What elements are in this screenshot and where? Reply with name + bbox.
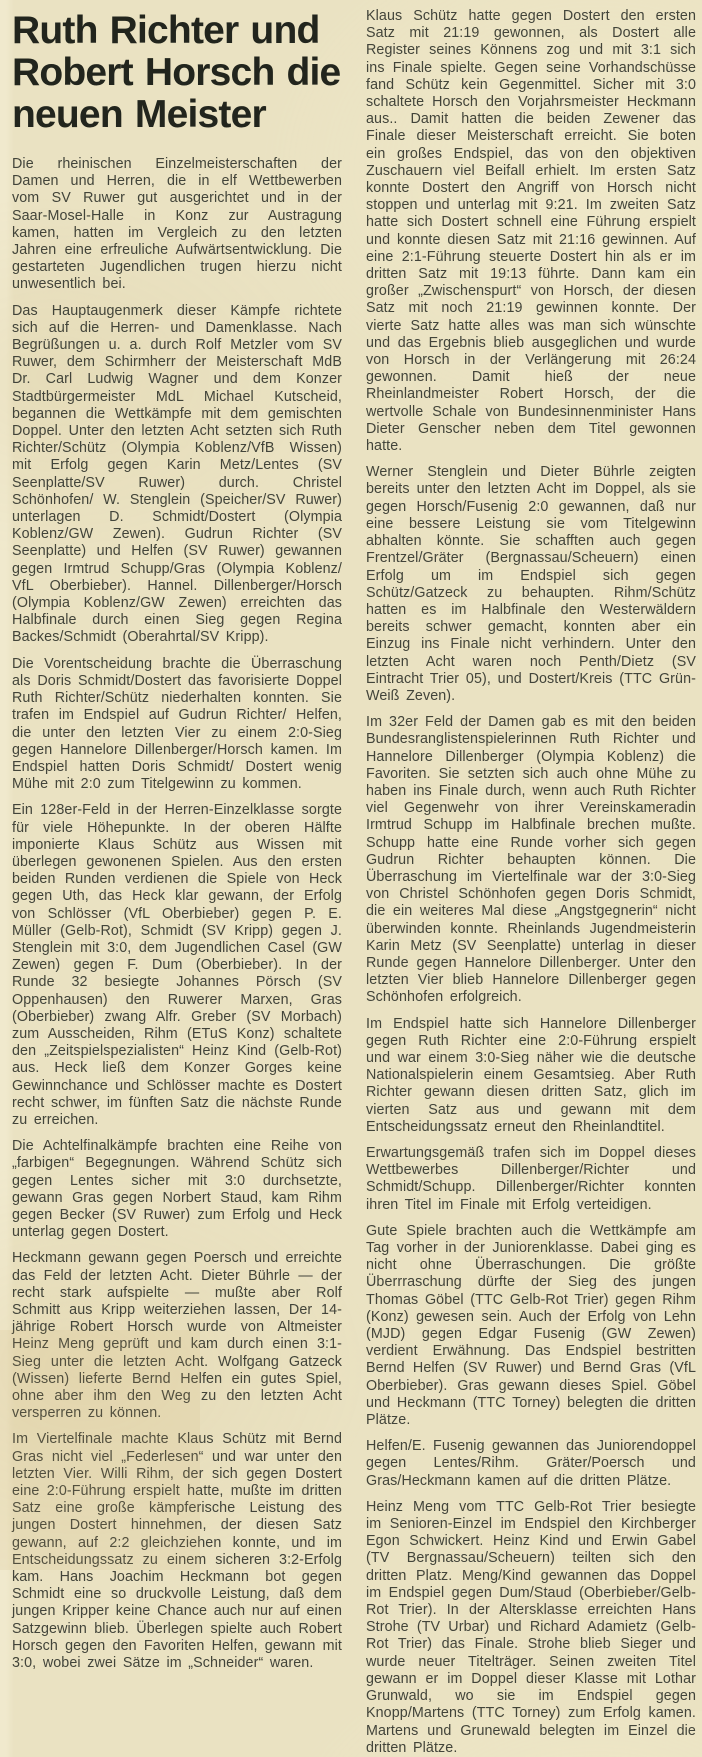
left-column xyxy=(12,8,342,1701)
paragraph: Werner Stenglein und Dieter Bührle zeigten bereits unter den letzten Acht im Doppel, als sie gegen Horsch/Fusenig 2:0 gewannen, daß nur eine bessere Leistung sie vom Titelgewinn abhalten könnte. Sie schafften auch gegen Frentzel/Gräter (Bergnassau/Scheuern) einen Erfolg um im Endspiel sich gegen Schütz/Gatzeck zu behaupten. Rihm/Schütz hatten es im Halbfinale den Westerwäldern bereits schwer gemacht, konnten aber ein Einzug ins Finale nicht verhindern. Unter den letzten Acht waren noch Penth/Dietz (SV Eintracht Trier 05), und Dostert/Kreis (TTC Grün-Weiß Zeven). xyxy=(366,464,696,704)
right-column xyxy=(366,8,696,1756)
paragraph: Im 32er Feld der Damen gab es mit den beiden Bundesranglistenspielerinnen Ruth Richter und Hannelore Dillenberger (Olympia Koblenz) die Favoriten. Sie setzten sich auch ohne Mühe zu haben ins Finale durch, wenn auch Ruth Richter viel Gegenwehr von ihrer Vereinskameradin Irmtrud Schupp im Halbfinale brechen mußte. Schupp hatte eine Runde vorher sich gegen Gudrun Richter behaupten können. Die Überraschung im Viertelfinale war der 3:0-Sieg von Christel Schönhofen gegen Doris Schmidt, die ein weiteres Mal diese „Angstgegnerin“ nicht überwinden konnte. Rheinlands Jugendmeisterin Karin Metz (SV Seenplatte) unterlag in dieser Runde gegen Hannelore Dillenberger. Unter den letzten Vier blieb Hannelore Dillenberger gegen Schönhofen erfolgreich. xyxy=(366,714,696,1006)
paragraph: Die Vorentscheidung brachte die Überraschung als Doris Schmidt/Dostert das favorisierte Doppel Ruth Richter/Schütz niederhalten konnten. Sie trafen im Endspiel auf Gudrun Richter/ Helfen, die unter den letzten Vier zu einem 2:0-Sieg gegen Hannelore Dillenberger/Horsch kamen. Im Endspiel hatten Doris Schmidt/ Dostert wenig Mühe mit 2:0 zum Titelgewinn zu kommen. xyxy=(12,655,342,793)
article-headline xyxy=(12,10,342,136)
paragraph: Die Achtelfinalkämpfe brachten eine Reihe von „farbigen“ Begegnungen. Während Schütz sich gegen Lentes sicher mit 3:0 durchsetzte, gewann Gras gegen Norbert Staud, kam Rihm gegen Becker (SV Ruwer) zum Erfolg und Heck unterlag gegen Dostert. xyxy=(12,1138,342,1241)
paragraph: Gute Spiele brachten auch die Wettkämpfe am Tag vorher in der Juniorenklasse. Dabei ging es nicht ohne Überraschungen. Die größte Überrraschung dürfte der Sieg des jungen Thomas Göbel (TTC Gelb-Rot Trier) gegen Rihm (Konz) gewesen sein. Auch der Erfolg von Lehn (MJD) gegen Edgar Fusenig (GW Zewen) verdient Erwähnung. Das Endspiel bestritten Bernd Helfen (SV Ruwer) und Bernd Gras (VfL Oberbieber). Gras gewann dieses Spiel. Göbel und Heckmann (TTC Torney) belegten die dritten Plätze. xyxy=(366,1222,696,1429)
paragraph: Ein 128er-Feld in der Herren-Einzelklasse sorgte für viele Höhepunkte. In der oberen Hälfte imponierte Klaus Schütz aus Wissen mit überlegen gewonenen Spielen. Aus den ersten beiden Runden verdienen die Spiele von Heck gegen Uth, das Heck klar gewann, der Erfolg von Schlösser (VfL Oberbieber) gegen P. E. Müller (Gelb-Rot), Schmidt (SV Kripp) gegen J. Stenglein mit 3:0, dem Jugendlichen Casel (GW Zewen) gegen F. Dum (Oberbieber). In der Runde 32 besiegte Johannes Pörsch (SV Oppenhausen) den Ruwerer Marxen, Gras (Oberbieber) zwang Alfr. Greber (SV Morbach) zum Ausscheiden, Rihm (ETuS Konz) schaltete den „Zeitspielspezialisten“ Heinz Kind (Gelb-Rot) aus. Heck ließ dem Konzer Gorges keine Gewinnchance und Schlösser machte es Dostert recht schwer, im fünften Satz die nächste Runde zu erreichen. xyxy=(12,802,342,1128)
lead-paragraph: Die rheinischen Einzelmeisterschaften der Damen und Herren, die in elf Wettbewerben vom SV Ruwer gut ausgerichtet und in der Saar-Mosel-Halle in Konz zur Austragung kamen, hatten im Vergleich zu den letzten Jahren eine erfreuliche Aufwärtsentwicklung. Die gestarteten Jugendlichen trugen hierzu nicht unwesentlich bei. xyxy=(12,156,342,293)
headline-line-3: neuen Meister xyxy=(12,93,266,136)
paragraph: Klaus Schütz hatte gegen Dostert den ersten Satz mit 21:19 gewonnen, als Dostert alle Register seines Könnens zog und mit 3:1 sich ins Finale spielte. Gegen seine Vorhandschüsse fand Schütz kein Gegenmittel. Sicher mit 3:0 schaltete Horsch den Vorjahrsmeister Heckmann aus.. Damit hatten die beiden Zewener das Finale dieser Meisterschaft erreicht. Sie boten ein großes Endspiel, das von den objektiven Zuschauern viel Beifall erhielt. Im ersten Satz konnte Dostert den Angriff von Horsch nicht stoppen und unterlag mit 9:21. Im zweiten Satz hatte sich Dostert schnell eine Führung erspielt und konnte diesen Satz mit 21:16 gewinnen. Auf eine 2:1-Führung steuerte Dostert hin als er im dritten Satz mit 19:13 führte. Dann kam ein großer „Zwischenspurt“ von Horsch, der diesen Satz mit noch 21:19 gewinnen konnte. Der vierte Satz hatte alles was man sich wünschte und das Ergebnis blieb ausgeglichen und wurde von Horsch in der Verlängerung mit 26:24 gewonnen. Damit hieß der neue Rheinlandmeister Robert Horsch, der die wertvolle Schale von Bundesinnenminister Hans Dieter Genscher neben dem Titel gewonnen hatte. xyxy=(366,8,696,455)
paragraph: Im Endspiel hatte sich Hannelore Dillenberger gegen Ruth Richter eine 2:0-Führung erspielt und war einem 3:0-Sieg näher wie die deutsche Nationalspielerin einem Gesamtsieg. Aber Ruth Richter gewann diesen dritten Satz, glich im vierten Satz aus und gewann mit dem Entscheidungssatz erneut den Rheinlandtitel. xyxy=(366,1015,696,1135)
paragraph: Heinz Meng vom TTC Gelb-Rot Trier besiegte im Senioren-Einzel im Endspiel den Kirchberger Egon Schwickert. Heinz Kind und Erwin Gabel (TV Bergnassau/Scheuern) teilten sich den dritten Platz. Meng/Kind gewannen das Doppel im Endspiel gegen Dum/Staud (Oberbieber/Gelb-Rot Trier). In der Altersklasse erreichten Hans Strohe (TV Urbar) und Richard Adamietz (Gelb-Rot Trier) das Finale. Strohe blieb Sieger und wurde neuer Titelträger. Seinen zweiten Titel gewann er im Doppel dieser Klasse mit Lothar Grunwald, wo sie im Endspiel gegen Knopp/Martens (TTC Torney) zum Erfolg kamen. Martens und Grunewald belegten im Einzel die dritten Plätze. xyxy=(366,1498,696,1756)
paragraph: Helfen/E. Fusenig gewannen das Juniorendoppel gegen Lentes/Rihm. Gräter/Poersch und Gras/Heckmann kamen auf die dritten Plätze. xyxy=(366,1438,696,1489)
paragraph: Im Viertelfinale machte Klaus Schütz mit Bernd Gras nicht viel „Federlesen“ und war unter den letzten Vier. Willi Rihm, der sich gegen Dostert eine 2:0-Führung erspielt hatte, mußte im dritten Satz eine große kämpferische Leistung des jungen Dostert hinnehmen, der diesen Satz gewann, auf 2:2 gleichziehen konnte, und im Entscheidungssatz zu einem sicheren 3:2-Erfolg kam. Hans Joachim Heckmann bot gegen Schmidt eine so druckvolle Leistung, daß dem jungen Kripper keine Chance auch nur auf einen Satzgewinn blieb. Überlegen spielte auch Robert Horsch gegen den Favoriten Helfen, gewann mit 3:0, wobei zwei Sätze im „Schneider“ waren. xyxy=(12,1431,342,1672)
paragraph: Erwartungsgemäß trafen sich im Doppel dieses Wettbewerbes Dillenberger/Richter und Schmidt/Schupp. Dillenberger/Richter konnten ihren Titel im Finale mit Erfolg verteidigen. xyxy=(366,1145,696,1213)
paragraph: Das Hauptaugenmerk dieser Kämpfe richtete sich auf die Herren- und Damenklasse. Nach Begrüßungen u. a. durch Rolf Metzler vom SV Ruwer, dem Schirmherr der Meisterschaft MdB Dr. Carl Ludwig Wagner und dem Konzer Stadtbürgermeister MdL Michael Kutscheid, begannen die Wettkämpfe mit dem gemischten Doppel. Unter den letzten Acht setzten sich Ruth Richter/Schütz (Olympia Koblenz/VfB Wissen) mit Erfolg gegen Karin Metz/Lentes (SV Seenplatte/SV Ruwer) durch. Christel Schönhofen/ W. Stenglein (Speicher/SV Ruwer) unterlagen D. Schmidt/Dostert (Olympia Koblenz/GW Zewen). Gudrun Richter (SV Seenplatte) und Helfen (SV Ruwer) gewannen gegen Irmtrud Schupp/Gras (Olympia Koblenz/ VfL Oberbieber). Hannel. Dillenberger/Horsch (Olympia Koblenz/GW Zewen) erreichten das Halbfinale durch einen Sieg gegen Regina Backes/Schmidt (Oberahrtal/SV Kripp). xyxy=(12,302,342,646)
headline-line-1: Ruth Richter und xyxy=(12,9,320,52)
headline-line-2: Robert Horsch die xyxy=(12,51,341,94)
paragraph: Heckmann gewann gegen Poersch und erreichte das Feld der letzten Acht. Dieter Bührle — der recht stark aufspielte — mußte aber Rolf Schmitt aus Kripp weiterziehen lassen, Der 14-jährige Robert Horsch wurde von Altmeister Heinz Meng geprüft und kam durch einen 3:1-Sieg unter die letzten Acht. Wolfgang Gatzeck (Wissen) lieferte Bernd Helfen ein gutes Spiel, ohne aber ihm den Weg zu den letzten Acht versperren zu können. xyxy=(12,1250,342,1422)
